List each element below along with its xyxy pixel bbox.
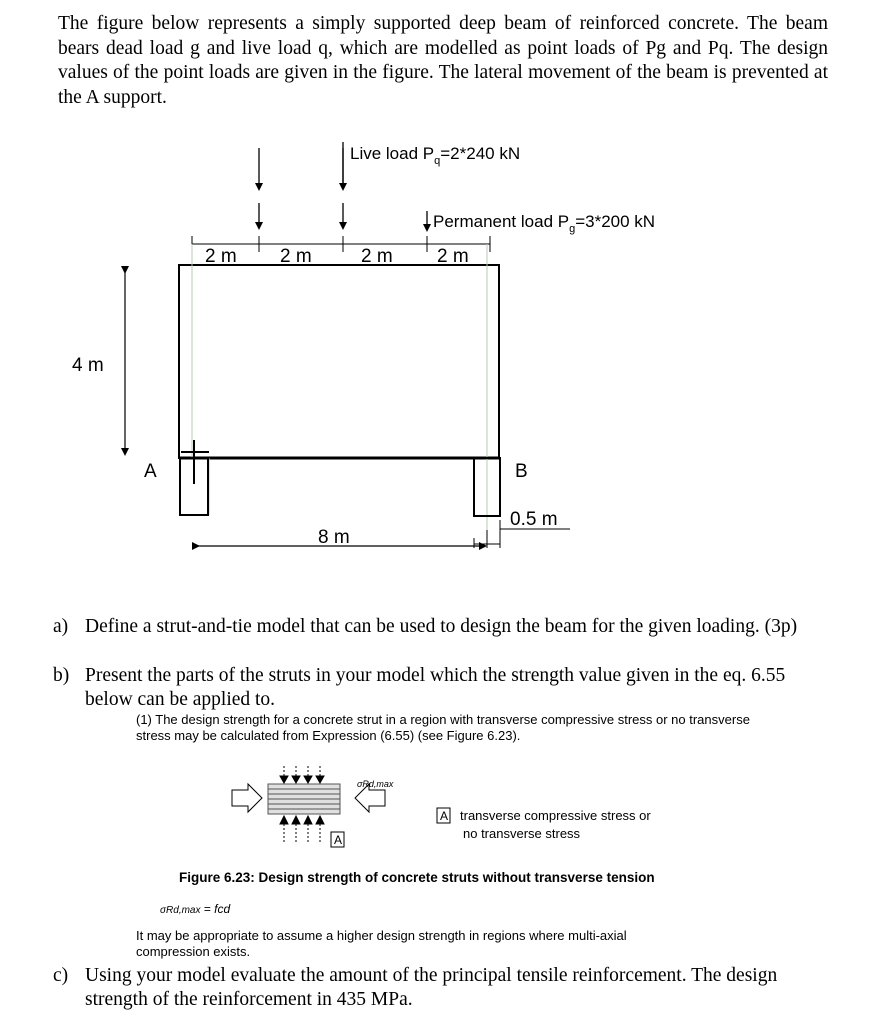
legend-text-line-2: no transverse stress [463,826,581,841]
left-hollow-arrow-icon [232,784,262,812]
permanent-load-label: Permanent load $P_g=3*200$ kN [433,212,656,235]
question-b-text: Present the parts of the struts in your model which the strength value given in the eq. 6.55 below can be applied to. [85,665,786,710]
span-label-3: 2 m [361,246,393,267]
formula-eq: = [200,902,215,916]
beam-outline [179,265,499,458]
sigma-label: σRd,max [357,779,394,789]
permanent-load-arrows [259,203,427,228]
strut-block [268,784,340,814]
legend-a-letter: A [440,809,449,823]
height-label: 4 m [72,355,104,376]
question-c-text: Using your model evaluate the amount of the principal tensile reinforcement. The design strength of the reinforcement in 435 MPa. [85,965,778,1010]
projection-lines [192,244,487,545]
live-load-arrows [259,148,343,187]
top-compression-arrows [280,766,324,783]
question-a-label: a) [53,616,69,637]
multi-axial-note: It may be appropriate to assume a higher design strength in regions where multi-axial compression exists. [136,928,627,959]
question-b-label: b) [53,665,70,686]
span-label-2: 2 m [280,246,312,267]
problem-intro: The figure below represents a simply supported deep beam of reinforced concrete. The beam bears dead load g and live load q, which are modelled as point loads of Pg and Pq. The design values of the point loads are given in the figure. The lateral movement of the beam is prevented at the A support. [58,13,828,108]
legend-text-line-1: transverse compressive stress or [460,808,651,823]
formula [160,902,230,916]
question-a-text: Define a strut-and-tie model that can be used to design the beam for the given loading. (3p) [85,616,798,637]
support-a-restraint-symbol [181,440,209,484]
strut-strength-figure [0,752,894,912]
span-label-4: 2 m [437,246,469,267]
span-label-1: 2 m [205,246,237,267]
question-c-label: c) [53,965,69,986]
figure-caption: Figure 6.23: Design strength of concrete struts without transverse tension [179,870,655,885]
formula-rhs: fcd [214,902,231,916]
support-a-label: A [144,461,157,482]
code-clause: (1) The design strength for a concrete strut in a region with transverse compressive stress or no transverse stress may be calculated from Expression (6.55) (see Figure 6.23). [136,712,750,743]
length-label: 8 m [318,527,350,548]
support-width-label: 0.5 m [510,509,558,530]
live-load-label: Live load $P_q=2*240$ kN [350,144,521,167]
support-b-label: B [515,461,528,482]
formula-lhs: σRd,max [160,905,201,916]
bottom-compression-arrows [280,816,324,842]
region-a-letter: A [334,833,343,847]
